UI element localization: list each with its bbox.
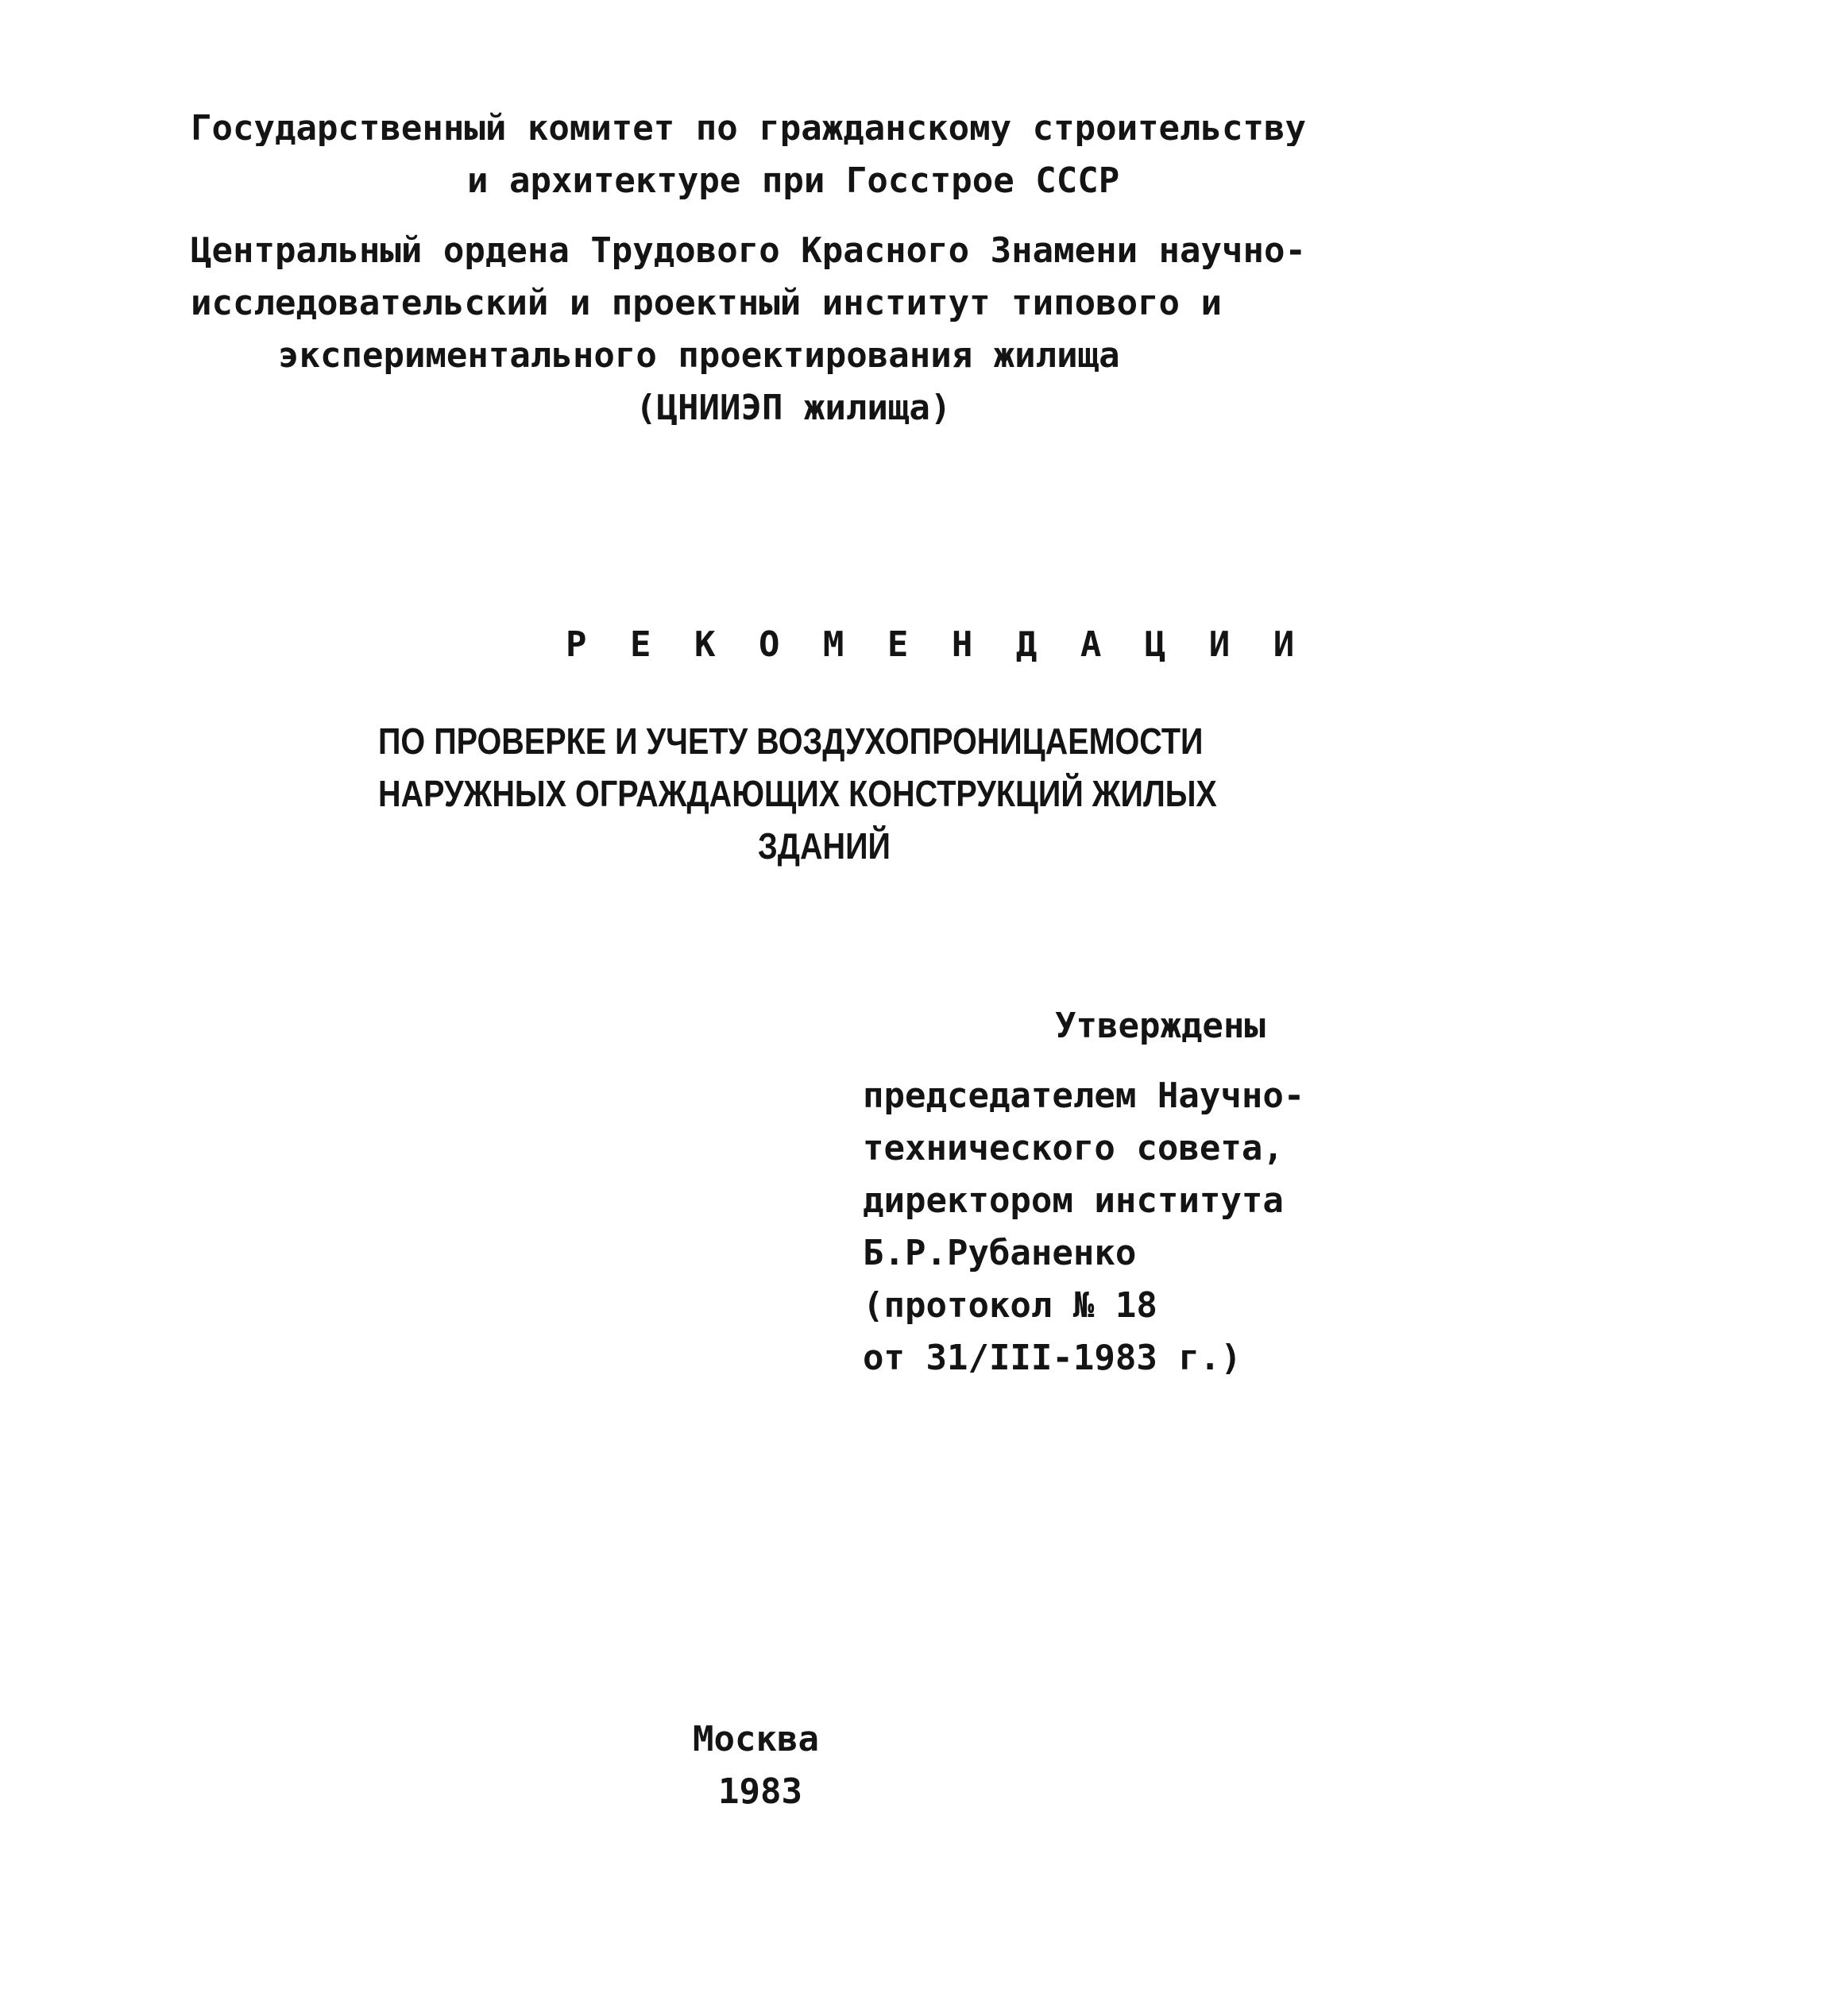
approval-date: от 31/III-1983 г.) [863,1338,1242,1378]
committee-line-2: и архитектуре при Госстрое СССР [467,160,1120,201]
institute-abbreviation: (ЦНИИЭП жилища) [636,388,952,428]
subtitle-line-3: ЗДАНИЙ [758,825,891,867]
approval-line-2: технического совета, [863,1128,1284,1168]
approval-label: Утверждены [1055,1006,1266,1046]
approval-signatory: Б.Р.Рубаненко [863,1233,1137,1273]
publication-city: Москва [693,1719,819,1759]
approval-protocol: (протокол № 18 [863,1285,1157,1326]
institute-line-1: Центральный ордена Трудового Красного Знамени научно- [191,230,1306,271]
institute-line-3: экспериментального проектирования жилища [278,335,1120,376]
approval-line-3: директором института [863,1180,1284,1221]
committee-line-1: Государственный комитет по гражданскому строительству [191,111,1306,146]
institute-line-2: исследовательский и проектный институт типового и [191,283,1223,323]
document-heading: Р Е К О М Е Н Д А Ц И И [566,624,1306,665]
publication-year: 1983 [718,1771,802,1812]
approval-line-1: председателем Научно- [863,1076,1305,1116]
subtitle-line-2: НАРУЖНЫХ ОГРАЖДАЮЩИХ КОНСТРУКЦИЙ ЖИЛЫХ [378,773,1217,814]
subtitle-line-1: ПО ПРОВЕРКЕ И УЧЕТУ ВОЗДУХОПРОНИЦАЕМОСТИ [378,720,1204,762]
